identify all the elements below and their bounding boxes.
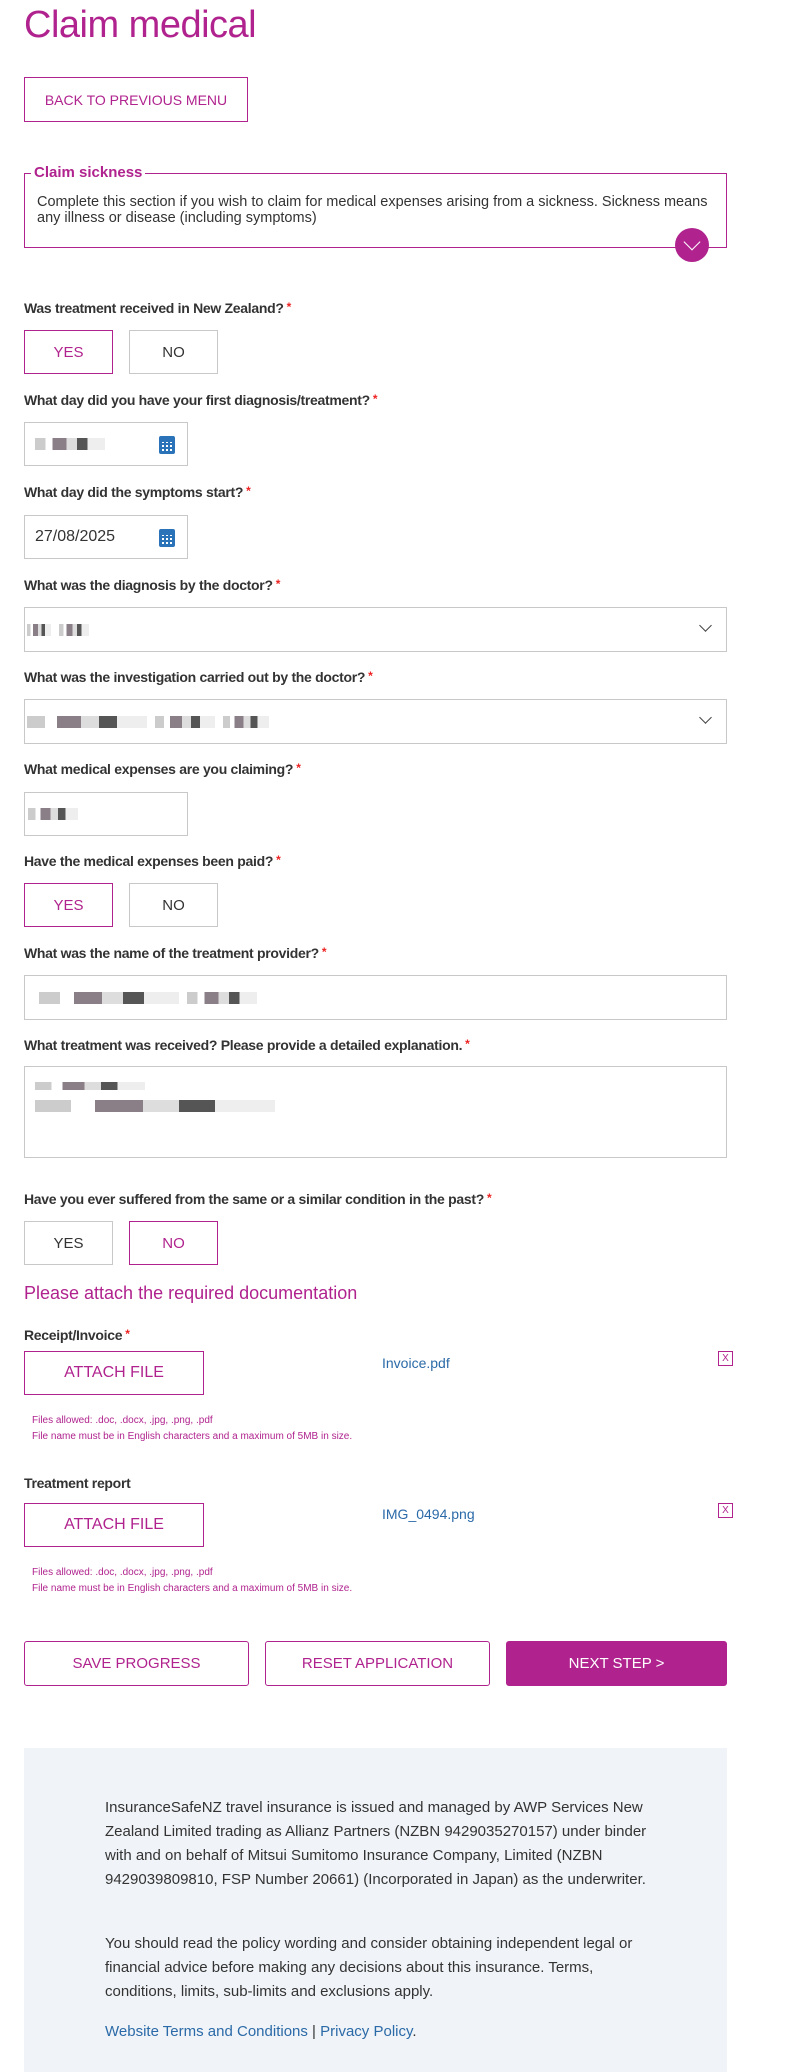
label-text: What was the name of the treatment provider?	[24, 945, 319, 961]
attach-treatment-report-button[interactable]: ATTACH FILE	[24, 1503, 204, 1547]
required-marker: *	[276, 853, 281, 867]
label-text: Treatment report	[24, 1475, 131, 1491]
label-text: What medical expenses are you claiming?	[24, 761, 294, 777]
remove-file-button[interactable]: X	[718, 1351, 733, 1366]
label-text: Have the medical expenses been paid?	[24, 853, 274, 869]
question-treatment-provider	[24, 945, 326, 961]
redacted-value	[28, 808, 78, 820]
first-diagnosis-date-input[interactable]	[24, 422, 188, 466]
chevron-down-icon	[684, 234, 701, 251]
required-marker: *	[246, 484, 251, 498]
question-symptoms-start	[24, 484, 250, 500]
treatment-report-label	[24, 1475, 130, 1491]
footer-advice: You should read the policy wording and consider obtaining independent legal or financial advice before making any decisions about this insurance. Terms, conditions, limits, sub-limits and exclusions apply.	[105, 1935, 633, 2000]
file-hint-allowed: Files allowed: .doc, .docx, .jpg, .png, .pdf	[32, 1415, 213, 1426]
redacted-value	[155, 716, 215, 728]
reset-application-button[interactable]: RESET APPLICATION	[265, 1641, 490, 1686]
label-text: What day did you have your first diagnosis/treatment?	[24, 392, 370, 408]
redacted-value	[27, 716, 147, 728]
required-marker: *	[486, 1191, 492, 1205]
q7-yes-button[interactable]: YES	[24, 883, 113, 927]
treatment-details-textarea[interactable]	[24, 1066, 727, 1158]
attachments-heading: Please attach the required documentation	[24, 1283, 358, 1303]
file-hint-size: File name must be in English characters and a maximum of 5MB in size.	[32, 1431, 353, 1442]
period: .	[412, 2023, 417, 2040]
label-text: Was treatment received in New Zealand?	[24, 300, 284, 316]
attach-receipt-button[interactable]: ATTACH FILE	[24, 1351, 204, 1395]
redacted-value	[187, 992, 257, 1004]
q1-no-button[interactable]: NO	[129, 330, 218, 374]
calendar-icon[interactable]	[159, 529, 175, 547]
date-value: 27/08/2025	[35, 528, 116, 545]
required-marker: *	[372, 392, 378, 406]
q7-no-button[interactable]: NO	[129, 883, 218, 927]
question-expenses-claimed	[24, 761, 301, 777]
required-marker: *	[296, 761, 301, 775]
q10-no-button[interactable]: NO	[129, 1221, 218, 1265]
next-step-button[interactable]: NEXT STEP >	[506, 1641, 727, 1686]
question-expenses-paid	[24, 853, 280, 869]
footer	[24, 1748, 727, 2072]
chevron-down-icon	[699, 619, 712, 632]
redacted-value	[223, 716, 269, 728]
redacted-value	[35, 1100, 275, 1112]
label-text: Receipt/Invoice	[24, 1327, 123, 1343]
expenses-amount-input[interactable]	[24, 792, 188, 836]
privacy-link[interactable]: Privacy Policy	[320, 2023, 413, 2040]
receipt-invoice-label	[24, 1327, 130, 1343]
diagnosis-select[interactable]	[24, 607, 727, 652]
separator: |	[307, 2023, 321, 2040]
footer-disclaimer: InsuranceSafeNZ travel insurance is issued and managed by AWP Services New Zealand Limited trading as Allianz Partners (NZBN 9429035270157) under binder with and on behalf of Mitsui Sumitomo Insurance Company, Limited (NZBN 9429039809810, FSP Number 20661) (Incorporated in Japan) as the underwriter.	[105, 1799, 647, 1888]
section-legend: Claim sickness	[31, 164, 145, 181]
back-to-previous-menu-button[interactable]: BACK TO PREVIOUS MENU	[24, 77, 248, 122]
label-text: Have you ever suffered from the same or a similar condition in the past?	[24, 1191, 484, 1207]
file-hint-allowed: Files allowed: .doc, .docx, .jpg, .png, .pdf	[32, 1567, 213, 1578]
label-text: What treatment was received? Please provide a detailed explanation.	[24, 1037, 463, 1053]
calendar-icon[interactable]	[159, 436, 175, 454]
question-treatment-in-nz	[24, 300, 291, 316]
required-marker: *	[368, 669, 373, 683]
symptoms-start-date-input[interactable]	[24, 515, 188, 559]
required-marker: *	[275, 577, 281, 591]
redacted-value	[59, 624, 89, 636]
investigation-select[interactable]	[24, 699, 727, 744]
q10-yes-button[interactable]: YES	[24, 1221, 113, 1265]
redacted-value	[39, 992, 179, 1004]
terms-link[interactable]: Website Terms and Conditions	[105, 2023, 308, 2040]
remove-file-button[interactable]: X	[718, 1503, 733, 1518]
file-hint-size: File name must be in English characters and a maximum of 5MB in size.	[32, 1583, 353, 1594]
question-similar-condition	[24, 1191, 491, 1207]
attached-file-link[interactable]: Invoice.pdf	[382, 1355, 450, 1371]
section-description: Complete this section if you wish to claim for medical expenses arising from a sickness. Sickness means any illness or disease (including symptoms)	[37, 194, 708, 226]
required-marker: *	[321, 945, 327, 959]
question-diagnosis	[24, 577, 280, 593]
save-progress-button[interactable]: SAVE PROGRESS	[24, 1641, 249, 1686]
claim-sickness-section	[24, 164, 727, 248]
chevron-down-icon	[699, 711, 712, 724]
redacted-value	[35, 1082, 145, 1090]
attached-file-link[interactable]: IMG_0494.png	[382, 1506, 475, 1522]
expand-section-button[interactable]	[675, 228, 709, 262]
label-text: What day did the symptoms start?	[24, 484, 244, 500]
label-text: What was the investigation carried out by the doctor?	[24, 669, 366, 685]
redacted-value	[35, 438, 105, 450]
question-investigation	[24, 669, 373, 685]
question-treatment-details	[24, 1037, 470, 1053]
question-first-diagnosis-date	[24, 392, 377, 408]
treatment-provider-input[interactable]	[24, 975, 727, 1020]
required-marker: *	[465, 1037, 470, 1051]
page-title: Claim medical	[24, 4, 257, 46]
footer-links	[105, 2020, 665, 2044]
label-text: What was the diagnosis by the doctor?	[24, 577, 273, 593]
required-marker: *	[286, 300, 291, 314]
redacted-value	[27, 624, 51, 636]
required-marker: *	[125, 1327, 130, 1341]
q1-yes-button[interactable]: YES	[24, 330, 113, 374]
